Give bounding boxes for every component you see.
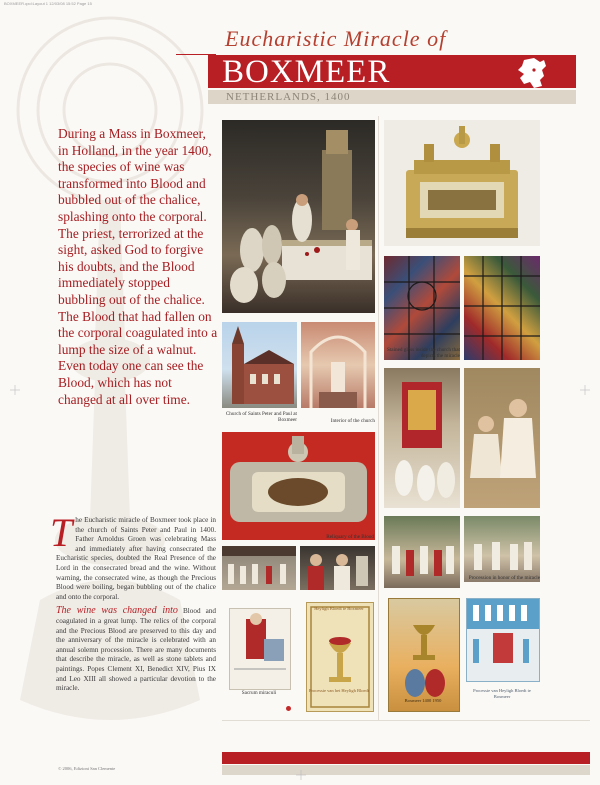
caption-card-4: Processie van Heyligh Bloedt te Boxmeer	[473, 688, 531, 700]
church-exterior-photo	[222, 322, 297, 408]
registration-mark	[580, 385, 590, 395]
body-paragraph-2: Blood and coagulated in a great lump. The relics of the corporal and the Precious Blood are preserved to this day and the anniversary of the miracle is celebrated with an annual solemn procession. There are many documents that describe the miracle, as well as stone tablets and paintings. Popes Clement XI, Benedict XIV, Pius IX and Leo XIII all showed a particular devotion to the miracle.	[56, 607, 217, 693]
stained-glass-photo-1	[384, 256, 460, 360]
clergy-photo	[300, 546, 375, 590]
card-2-top-text: Heyligh Bloedt te Boxmeer	[314, 606, 364, 611]
body-text	[50, 510, 217, 698]
reliquary-gold-photo	[384, 120, 540, 246]
caption-procession: Procession in honor of the miracle	[468, 575, 540, 581]
grid-divider	[222, 720, 590, 721]
children-photo	[464, 368, 540, 508]
red-dot	[286, 706, 291, 711]
caption-stained-glass: Stained glass inside the church that depicts the miracle	[386, 347, 460, 360]
subtitle: NETHERLANDS, 1400	[226, 91, 351, 103]
registration-mark	[10, 385, 20, 395]
body-lead-in: The wine was changed into	[56, 605, 178, 617]
procession-street-photo	[222, 546, 296, 590]
drop-cap: T	[50, 510, 73, 555]
caption-church: Church of Saints Peter and Paul at Boxmeer	[225, 411, 297, 424]
main-title: BOXMEER	[222, 54, 391, 90]
copyright: © 2006, Edizioni San Clemente	[58, 766, 116, 771]
holy-card-4	[466, 598, 540, 682]
stained-glass-photo-2	[464, 256, 540, 360]
caption-interior: Interior of the church	[330, 418, 375, 424]
print-slug: BOXMEER.qxd:Layout 1 12/03/08 15:52 Page 15	[4, 1, 92, 6]
body-paragraph-1: he Eucharistic miracle of Boxmeer took place in the church of Saints Peter and Paul in 1400. Father Arnoldus Groen was celebrating Mass and immediately after having consecrated the Eucharistic species, doubted the Real Presence of the Lord in the consecrated bread and the wine. Without warning, the consecrated wine, as though the Precious Blood were boiling, began bubbling out of the chalice and onto the corporal.	[56, 516, 216, 601]
card-3-bottom-text: Boxmeer 1400 1950	[404, 698, 442, 703]
procession-crowd-photo-2	[464, 516, 540, 582]
caption-card-1: Sacrum miraculi	[241, 690, 277, 696]
grid-divider	[378, 116, 379, 720]
holy-card-2	[306, 602, 374, 712]
reliquary-silver-photo	[222, 432, 375, 540]
footer-band-beige	[222, 765, 590, 775]
card-2-bottom-text: Processie van het Heyligh Bloedt	[309, 688, 369, 693]
netherlands-map-icon	[510, 58, 558, 88]
script-title: Eucharistic Miracle of	[225, 26, 447, 51]
caption-reliquary: Reliquary of the Blood	[326, 534, 374, 540]
holy-card-3	[388, 598, 460, 712]
holy-card-1	[229, 608, 291, 690]
painting-of-miracle	[222, 120, 375, 313]
church-interior-photo	[301, 322, 375, 408]
procession-crowd-photo-1	[384, 516, 460, 588]
registration-mark	[296, 770, 306, 780]
procession-banner-photo	[384, 368, 460, 508]
footer-band-red	[222, 752, 590, 764]
intro-text: During a Mass in Boxmeer, in Holland, in the year 1400, the species of wine was transformed into Blood and bubbled out of the chalice, splashing onto the corporal. The priest, terrorized at the sight, asked God to forgive his doubts, and the Blood immediately stopped bubbling out of the chalice. The Blood that had fallen on the corporal coagulated into a lump the size of a walnut. Even today one can see the Blood, which has not changed at all over time.	[58, 126, 218, 407]
